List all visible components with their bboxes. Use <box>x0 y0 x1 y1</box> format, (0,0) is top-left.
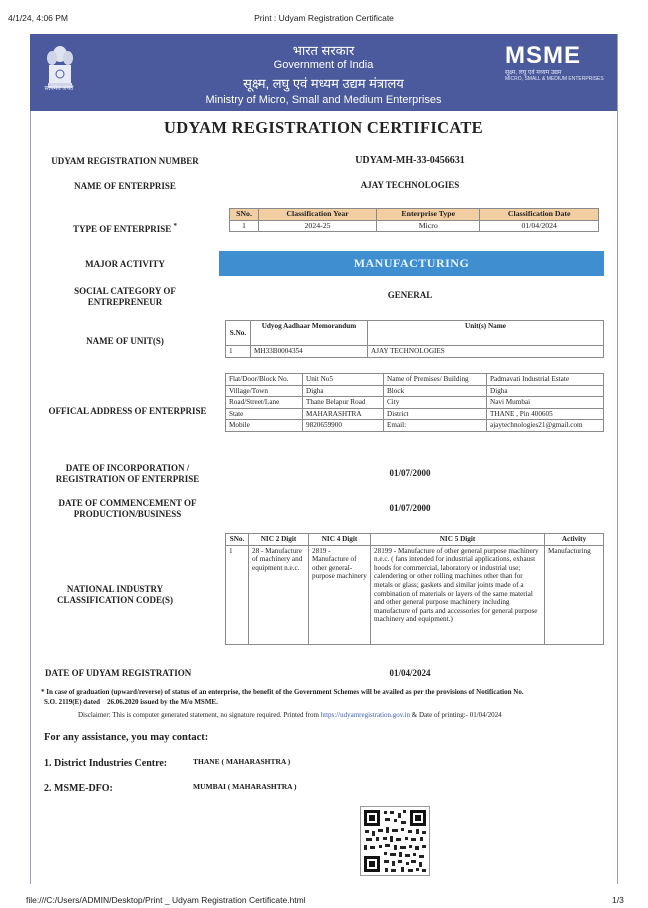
table-cell: Road/Street/Lane <box>226 397 303 409</box>
hindi-government: भारत सरकार <box>292 43 355 58</box>
classification-table <box>229 208 599 232</box>
msme-logo-english: MICRO, SMALL & MEDIUM ENTERPRISES <box>505 76 604 82</box>
print-page-number: 1/3 <box>612 895 624 905</box>
table-cell: Block <box>384 385 487 397</box>
address-table <box>225 373 604 432</box>
table-cell: 1 <box>226 346 251 358</box>
nic-header-row <box>226 534 604 546</box>
reg-number-label: UDYAM REGISTRATION NUMBER <box>51 156 199 166</box>
table-row <box>226 385 604 397</box>
table-cell: 28 - Manufacture of machinery and equipment n.e.c. <box>249 545 309 644</box>
msme-logo <box>505 42 603 92</box>
nic-label: NATIONAL INDUSTRY CLASSIFICATION CODE(S) <box>56 584 174 605</box>
table-row <box>230 220 599 232</box>
msme-logo-hindi: सूक्ष्म, लघु एवं मध्यम उद्यम <box>505 70 562 76</box>
major-activity-label: MAJOR ACTIVITY <box>85 259 165 269</box>
enterprise-type-label <box>40 221 210 235</box>
classification-header: Classification Year <box>259 209 377 221</box>
certificate-title: UDYAM REGISTRATION CERTIFICATE <box>164 118 483 137</box>
dfo-value: MUMBAI ( MAHARASHTRA ) <box>193 782 297 791</box>
dic-value: THANE ( MAHARASHTRA ) <box>193 757 291 766</box>
table-cell: 2819 - Manufacture of other general-purpose machinery <box>309 545 371 644</box>
nic-header: NIC 2 Digit <box>249 534 309 546</box>
commencement-date: 01/07/2000 <box>389 503 431 513</box>
table-cell: THANE , Pin 400605 <box>487 408 604 420</box>
table-cell: MH33B0004354 <box>251 346 368 358</box>
graduation-note-line2: S.O. 2119(E) dated 26.06.2020 issued by the M/o MSME. <box>44 698 218 706</box>
classification-header-row <box>230 209 599 221</box>
table-row <box>226 420 604 432</box>
incorporation-label: DATE OF INCORPORATION / REGISTRATION OF ENTERPRISE <box>55 463 200 484</box>
udyam-date: 01/04/2024 <box>389 668 431 678</box>
classification-header: Enterprise Type <box>377 209 480 221</box>
table-cell: Flat/Door/Block No. <box>226 374 303 386</box>
table-cell: Name of Premises/ Building <box>384 374 487 386</box>
table-cell: Manufacturing <box>545 545 604 644</box>
units-header: S.No. <box>226 321 251 346</box>
classification-header: Classification Date <box>480 209 599 221</box>
hindi-ministry: सूक्ष्म, लघु एवं मध्यम उद्यम मंत्रालय <box>243 76 404 91</box>
table-cell: 28199 - Manufacture of other general purpose machinery n.e.c. ( fans intended for industrial applications, exhaust hoods for commercial, laboratory or industrial use; calendering or other rolling machines other than for metals or glass; gaskets and similar joints made of a combination of materials or layers of the same material and other general purpose machinery including manufacture of parts and accessories for general purpose machinery and equipment.) <box>371 545 545 644</box>
social-category-label: SOCIAL CATEGORY OF ENTREPRENEUR <box>74 286 176 307</box>
table-cell: Thane Belapur Road <box>303 397 384 409</box>
table-row <box>226 408 604 420</box>
table-row <box>226 397 604 409</box>
table-cell: Village/Town <box>226 385 303 397</box>
major-activity: MANUFACTURING <box>219 251 604 276</box>
table-cell: ajaytechnologies21@gmail.com <box>487 420 604 432</box>
table-cell: Navi Mumbai <box>487 397 604 409</box>
table-cell: 1 <box>230 220 259 232</box>
table-cell: Micro <box>377 220 480 232</box>
qr-code-icon <box>360 806 430 876</box>
table-cell: Mobile <box>226 420 303 432</box>
print-datetime: 4/1/24, 4:06 PM <box>8 13 69 23</box>
msme-logo-text: MSME <box>505 42 581 69</box>
incorporation-date: 01/07/2000 <box>389 468 431 478</box>
table-row <box>226 374 604 386</box>
table-cell: AJAY TECHNOLOGIES <box>368 346 604 358</box>
print-title: Print : Udyam Registration Certificate <box>254 13 394 23</box>
enterprise-type-mark: * <box>173 222 177 230</box>
table-cell: 01/04/2024 <box>480 220 599 232</box>
ministry-name: Ministry of Micro, Small and Medium Enterprises <box>205 94 442 106</box>
table-cell: Digha <box>303 385 384 397</box>
classification-header: SNo. <box>230 209 259 221</box>
disclaimer-prefix: Disclaimer: This is computer generated statement, no signature required. Printed from <box>78 711 319 719</box>
table-cell: Email: <box>384 420 487 432</box>
nic-table <box>225 533 604 645</box>
table-cell: Unit No5 <box>303 374 384 386</box>
table-cell: Padmavati Industrial Estate <box>487 374 604 386</box>
nic-header: NIC 5 Digit <box>371 534 545 546</box>
table-cell: State <box>226 408 303 420</box>
table-cell: 1 <box>226 545 249 644</box>
disclaimer-suffix: & Date of printing:- 01/04/2024 <box>411 711 502 719</box>
enterprise-name-label: NAME OF ENTERPRISE <box>74 181 176 191</box>
print-file-path: file:///C:/Users/ADMIN/Desktop/Print _ Udyam Registration Certificate.html <box>26 895 306 905</box>
enterprise-type-label-text: TYPE OF ENTERPRISE <box>73 224 172 234</box>
units-label: NAME OF UNIT(S) <box>86 336 164 346</box>
table-cell: MAHARASHTRA <box>303 408 384 420</box>
disclaimer-link[interactable]: https://udyamregistration.gov.in <box>320 711 411 719</box>
dic-label: 1. District Industries Centre: <box>44 758 168 769</box>
units-header: Udyog Aadhaar Memorandum <box>251 321 368 346</box>
table-cell: District <box>384 408 487 420</box>
ministry-banner <box>30 34 617 111</box>
units-table <box>225 320 604 358</box>
nic-header: SNo. <box>226 534 249 546</box>
nic-header: NIC 4 Digit <box>309 534 371 546</box>
assistance-title: For any assistance, you may contact: <box>44 732 209 743</box>
nic-header: Activity <box>545 534 604 546</box>
government-of-india: Government of India <box>273 59 374 71</box>
graduation-note-line1: * In case of graduation (upward/reverse) of status of an enterprise, the benefit of the Government Schemes will be availed as per the provisions of Notification No. <box>41 688 524 696</box>
table-cell: Digha <box>487 385 604 397</box>
dfo-label: 2. MSME-DFO: <box>44 783 113 794</box>
udyam-date-label: DATE OF UDYAM REGISTRATION <box>45 668 192 678</box>
units-header: Unit(s) Name <box>368 321 604 346</box>
units-header-row <box>226 321 604 346</box>
reg-number: UDYAM-MH-33-0456631 <box>355 155 465 166</box>
address-label: OFFICAL ADDRESS OF ENTERPRISE <box>48 406 207 416</box>
table-cell: 2024-25 <box>259 220 377 232</box>
emblem-caption: सत्यमेव जयते <box>44 86 74 92</box>
enterprise-name: AJAY TECHNOLOGIES <box>360 180 460 190</box>
table-row <box>226 545 604 644</box>
table-row <box>226 346 604 358</box>
commencement-label: DATE OF COMMENCEMENT OF PRODUCTION/BUSINESS <box>58 498 197 519</box>
table-cell: City <box>384 397 487 409</box>
table-cell: 9820659900 <box>303 420 384 432</box>
social-category: GENERAL <box>387 290 433 300</box>
disclaimer <box>78 711 618 719</box>
